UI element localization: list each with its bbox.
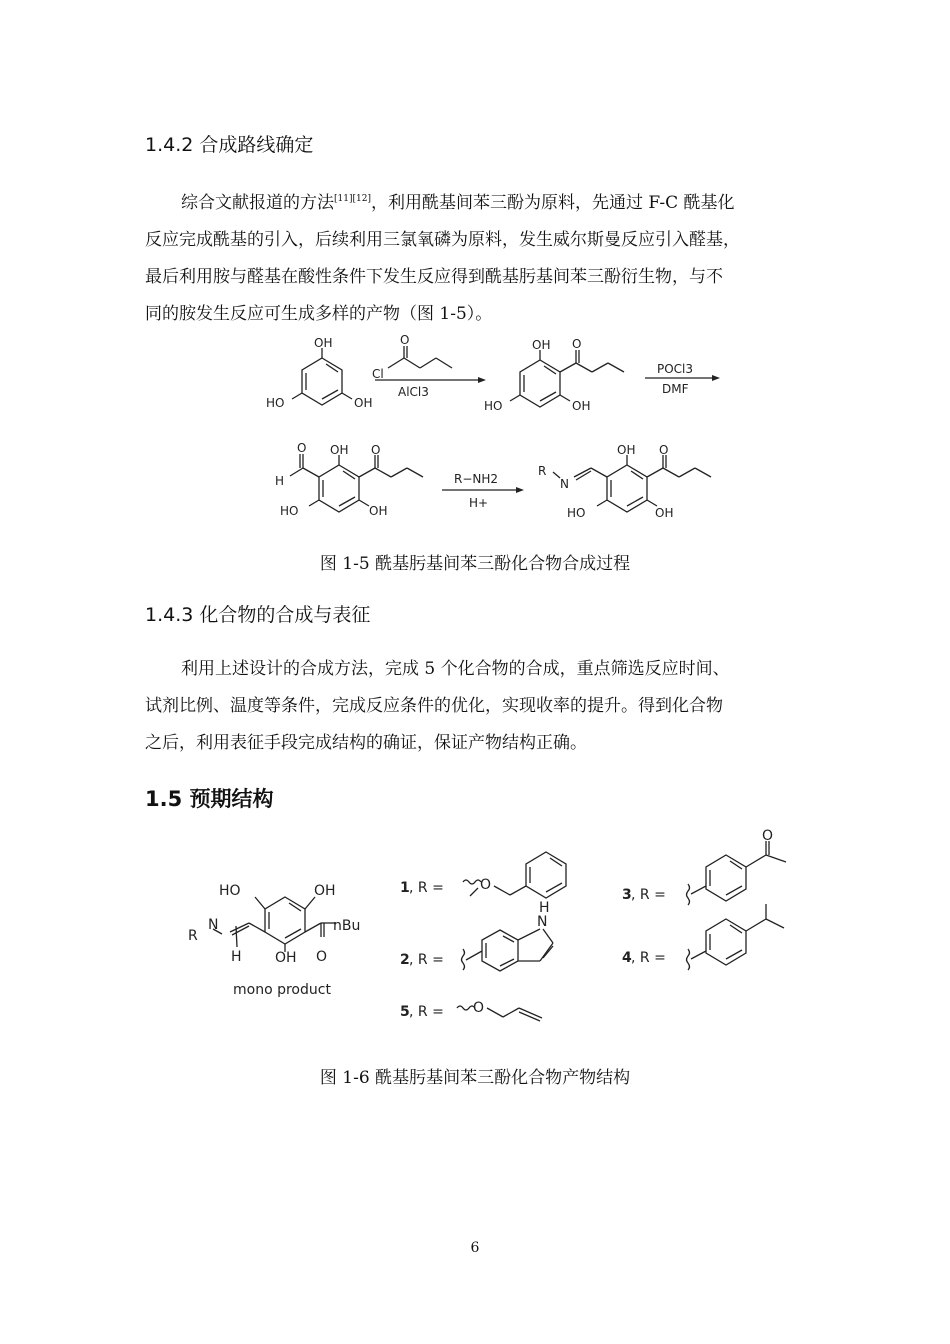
compound-r-eq-3: , R = (631, 887, 666, 903)
label-o: O (473, 1000, 485, 1016)
label-r: R (538, 464, 547, 478)
para-line: 反应完成酰基的引入，后续利用三氯氧磷为原料，发生威尔斯曼反应引入醛基， (145, 230, 740, 250)
compound-number-1: 1 (400, 880, 410, 896)
label-oh: OH (354, 396, 373, 410)
label-n: N (560, 477, 569, 491)
label-oh: OH (369, 504, 388, 518)
label-mono-product: mono product (233, 982, 331, 998)
para-text: ，利用酰基间苯三酚为原料，先通过 F-C 酰基化 (370, 193, 735, 213)
label-nbu: nBu (333, 918, 361, 934)
para-line: 同的胺发生反应可生成多样的产物（图 1-5）。 (145, 304, 493, 324)
molecule-acylphloroglucinol (510, 350, 624, 407)
para-line: 最后利用胺与醛基在酸性条件下发生反应得到酰基肟基间苯三酚衍生物，与不 (145, 267, 723, 287)
label-r: R (188, 928, 198, 944)
substituent-benzyloxy (463, 852, 566, 898)
section-heading-1-5: 1.5 预期结构 (145, 787, 274, 811)
figure-1-5-scheme (0, 330, 950, 530)
label-o: O (659, 443, 669, 457)
compound-number-3: 3 (622, 887, 632, 903)
label-ho: HO (567, 506, 586, 520)
label-oh: OH (275, 950, 297, 966)
label-h: H (275, 474, 285, 488)
label-o: O (297, 441, 307, 455)
substituent-indolyl (462, 929, 554, 971)
label-oh: OH (330, 443, 349, 457)
compound-r-eq-4: , R = (631, 950, 666, 966)
molecule-oxime-product (553, 455, 711, 512)
reagent-amine: R−NH2 (454, 472, 499, 486)
molecule-mono-product (213, 897, 336, 952)
compound-r-eq-2: , R = (409, 952, 444, 968)
para-line: 试剂比例、温度等条件，完成反应条件的优化，实现收率的提升。得到化合物 (145, 696, 723, 716)
label-oh: OH (617, 443, 636, 457)
figure-1-5-caption: 图 1-5 酰基肟基间苯三酚化合物合成过程 (319, 554, 631, 574)
label-ho: HO (484, 399, 503, 413)
label-ho: HO (219, 883, 241, 899)
reagent-acid: H+ (469, 496, 489, 510)
label-oh: OH (314, 336, 333, 350)
label-o: O (400, 333, 410, 347)
label-o: O (371, 443, 381, 457)
compound-number-5: 5 (400, 1004, 410, 1020)
substituent-allyloxy (457, 1006, 542, 1021)
substituent-isopropylphenyl (687, 904, 785, 970)
section-heading-1-4-2: 1.4.2 合成路线确定 (145, 134, 314, 156)
citation[interactable]: [11][12] (334, 194, 371, 204)
label-ho: HO (266, 396, 285, 410)
label-cl: Cl (372, 367, 384, 381)
reagent-pocl3: POCl3 (657, 362, 694, 376)
label-o: O (762, 828, 774, 844)
label-oh: OH (314, 883, 336, 899)
label-nh-h: H (539, 900, 550, 916)
label-ho: HO (280, 504, 299, 518)
label-h: H (231, 949, 242, 965)
figure-1-6-structures (0, 822, 950, 1037)
molecule-formyl-intermediate (290, 454, 423, 512)
reagent-dmf: DMF (662, 382, 689, 396)
para-line: 之后，利用表征手段完成结构的确证，保证产物结构正确。 (145, 733, 587, 753)
compound-number-4: 4 (622, 950, 632, 966)
molecule-phloroglucinol (292, 348, 352, 405)
label-oh: OH (655, 506, 674, 520)
label-nh-n: N (537, 914, 548, 930)
label-o: O (480, 877, 492, 893)
figure-1-6-caption: 图 1-6 酰基肟基间苯三酚化合物产物结构 (319, 1068, 631, 1088)
label-o: O (316, 949, 328, 965)
compound-r-eq-5: , R = (409, 1004, 444, 1020)
label-oh: OH (532, 338, 551, 352)
page-number: 6 (470, 1240, 480, 1256)
paragraph-synthesis-characterization (145, 651, 807, 762)
label-oh: OH (572, 399, 591, 413)
reagent-alcl3: AlCl3 (398, 385, 429, 399)
para-line: 利用上述设计的合成方法，完成 5 个化合物的合成，重点筛选反应时间、 (181, 659, 730, 679)
paragraph-synthesis-route (145, 181, 807, 333)
reagent-butyryl-chloride (388, 346, 452, 368)
compound-number-2: 2 (400, 952, 410, 968)
substituent-acetylphenyl (687, 841, 787, 905)
label-n: N (208, 917, 219, 933)
para-text: 综合文献报道的方法 (181, 193, 334, 213)
section-heading-1-4-3: 1.4.3 化合物的合成与表征 (145, 604, 371, 626)
compound-r-eq-1: , R = (409, 880, 444, 896)
label-o: O (572, 337, 582, 351)
